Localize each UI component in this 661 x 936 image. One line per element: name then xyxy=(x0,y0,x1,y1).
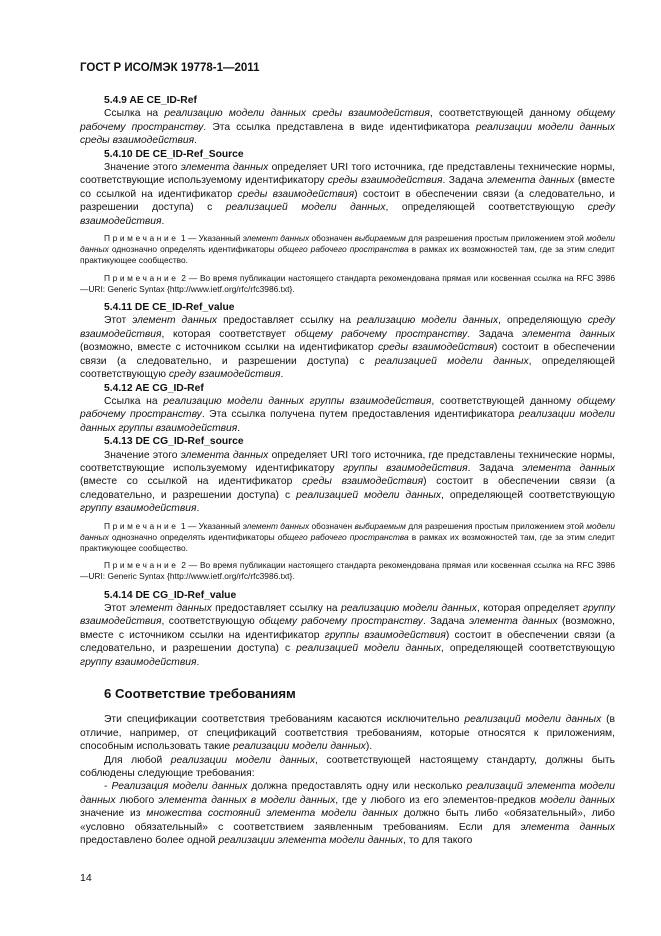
section-text-5-4-11: Этот элемент данных предоставляет ссылку на реализацию модели данных, определяющую среду взаимодействия, которая соответствует общему рабочему пространству. Задача элемента данных (возможно, вместе с источником ссылки на идентификатор среды взаимодействия) состоит в обеспечении связи (а следовательно, и разрешении доступа) с реализацией модели данных, определяющей соответствующую среду взаимодействия. xyxy=(80,315,615,381)
section-text-5-4-10: Значение этого элемента данных определяет URI того источника, где представлены технические нормы, соответствующие используемому идентификатору среды взаимодействия. Задача элемента данных (вместе со ссылкой на идентификатор среды взаимодействия) состоит в обеспечении связи (а следовательно, и разрешении доступа) с реализацией модели данных, определяющей соответствующую среду взаимодействия. xyxy=(80,162,616,227)
page-number: 14 xyxy=(80,872,92,884)
note-1-5-4-10: Примечание 1 — Указанный элемент данных обозначен выбираемым для разрешения простым приложением этой модели данных однозначно определять идентификаторы общего рабочего пространства в рамках их возможностей там, где за этим следит практикующее сообщество. xyxy=(80,233,615,266)
section-text-5-4-12: Ссылка на реализацию модели данных группы взаимодействия, соответствующей данному общему рабочему пространству. Эта ссылка получена путем предоставления идентификатора реализации модели данных группы взаимодействия. xyxy=(80,395,615,434)
chapter-6-paragraph-2: Для любой реализации модели данных, соответствующей настоящему стандарту, должны быть соблюдены следующие требования: xyxy=(80,754,615,780)
page-header: ГОСТ Р ИСО/МЭК 19778-1—2011 xyxy=(80,62,260,74)
section-text-5-4-13: Значение этого элемента данных определяет URI того источника, где представлены технические нормы, соответствующие используемому идентификатору группы взаимодействия. Задача элемента данных (вместе со ссылкой на идентификатор среды взаимодействия) состоит в обеспечении связи (а следовательно, и разрешении доступа) с реализацией модели данных, определяющей соответствующую группу взаимодействия. xyxy=(80,449,615,515)
section-heading-5-4-13: 5.4.13 DE CG_ID-Ref_source xyxy=(104,436,244,448)
section-text-5-4-14: Этот элемент данных предоставляет ссылку на реализацию модели данных, которая определяет группу взаимодействия, соответствующую общему рабочему пространству. Задача элемента данных (возможно, вместе с источником ссылки на идентификатор группы взаимодействия) состоит в обеспечении связи (а следовательно, и разрешении доступа) с реализацией модели данных, определяющей соответствующую группу взаимодействия. xyxy=(80,603,615,668)
note-1-5-4-13: Примечание 1 — Указанный элемент данных обозначен выбираемым для разрешения простым приложением этой модели данных однозначно определять идентификаторы общего рабочего пространства в рамках их возможностей там, где за этим следит практикующее сообщество. xyxy=(80,520,615,553)
note-2-5-4-13: Примечание 2 — Во время публикации настоящего стандарта рекомендована прямая или косвенная ссылка на RFC 3986—URI: Generic Syntax {http://www.ietf.org/rfc/rfc3986.txt}. xyxy=(80,560,615,582)
page-content xyxy=(80,94,615,848)
section-text-5-4-9: Ссылка на реализацию модели данных среды взаимодействия, соответствующей данному общему рабочему пространству. Эта ссылка представлена в виде идентификатора реализации модели данных среды взаимодействия. xyxy=(80,108,616,147)
chapter-6-paragraph-3: - Реализация модели данных должна предоставлять одну или несколько реализаций элемента модели данных любого элемента данных в модели данных, где у любого из его элементов-предков модели данных значение из множества состояний элемента модели данных должно быть либо «обязательный», либо «условно обязательный» с соответствием заявленным требованиям. Если для элемента данных предоставлено более одной реализации элемента модели данных, то для такого xyxy=(80,781,616,847)
note-2-5-4-10: Примечание 2 — Во время публикации настоящего стандарта рекомендована прямая или косвенная ссылка на RFC 3986—URI: Generic Syntax {http://www.ietf.org/rfc/rfc3986.txt}. xyxy=(80,272,615,294)
section-heading-5-4-10: 5.4.10 DE CE_ID-Ref_Source xyxy=(104,148,244,160)
section-heading-5-4-11: 5.4.11 DE CE_ID-Ref_value xyxy=(104,302,235,314)
chapter-6-paragraph-1: Эти спецификации соответствия требованиям касаются исключительно реализаций модели данных (в отличие, например, от спецификаций соответствия требованиям, которые относятся к приложениям, способным использовать такие реализации модели данных). xyxy=(80,714,615,753)
section-heading-5-4-9: 5.4.9 AE CE_ID-Ref xyxy=(104,95,197,106)
section-heading-5-4-12: 5.4.12 AE CG_ID-Ref xyxy=(104,382,204,394)
section-heading-5-4-14: 5.4.14 DE CG_ID-Ref_value xyxy=(104,589,237,601)
chapter-heading-6: 6 Соответствие требованиям xyxy=(104,686,296,702)
